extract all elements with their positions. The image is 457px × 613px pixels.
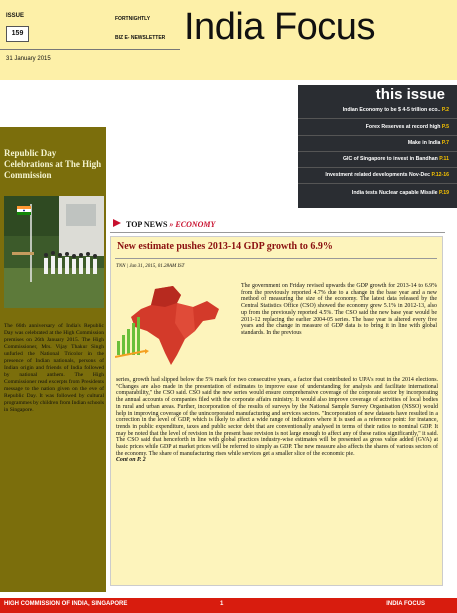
newsletter-label: BIZ E- NEWSLETTER <box>115 35 166 41</box>
news-pointer-icon <box>112 218 122 228</box>
toc-divider <box>298 151 457 152</box>
toc-page: P.12-16 <box>431 172 449 178</box>
toc-divider <box>298 167 457 168</box>
issue-label: ISSUE <box>6 13 25 19</box>
toc-item[interactable]: GIC of Singapore to invest in Bandhan P.11 <box>343 156 449 162</box>
masthead-title: India Focus <box>184 6 375 48</box>
continued-link[interactable]: Cont on P. 2 <box>116 457 146 464</box>
toc-page: P.7 <box>441 140 449 146</box>
frequency-label: FORTNIGHTLY <box>115 16 151 22</box>
this-issue-heading: this issue <box>375 86 445 103</box>
footer <box>0 598 457 613</box>
article-meta: TNN | Jan 31, 2015, 01.28AM IST <box>116 264 185 269</box>
this-issue-header <box>298 85 457 107</box>
issue-number: 159 <box>6 26 29 42</box>
toc-page: P.2 <box>441 107 449 113</box>
section-label: TOP NEWS <box>126 220 168 229</box>
toc-item[interactable]: Forex Reserves at record high P.5 <box>365 124 449 130</box>
toc-divider <box>298 118 457 119</box>
toc-page: P.5 <box>441 124 449 130</box>
issue-date: 31 January 2015 <box>6 56 51 62</box>
article-title[interactable]: New estimate pushes 2013-14 GDP growth to 6.9% <box>117 241 333 252</box>
toc-page: P.11 <box>439 156 449 162</box>
page-number: 1 <box>220 601 224 607</box>
footer-right: INDIA FOCUS <box>386 601 425 607</box>
section-category: ECONOMY <box>175 220 216 229</box>
article-body-bottom <box>116 377 438 464</box>
section-header <box>126 220 215 229</box>
section-arrows: » <box>169 220 174 229</box>
article-body-bottom-text: series, growth had slipped below the 5% mark for two consecutive years, a factor that contributed to UPA's rout in the 2014 elections. "Changes are also made in the presentation of estimates to improve ease of understanding for analysis and facilitate international comparability," the CSO said. CSO said the new series would ensure comprehensive coverage of the corporate sector by incorporating the annual accounts of companies filed with the corporate affairs ministry. It would also improve coverage of activities of local bodies in rural and urban areas. Further, incorporation of the results of surveys by the National Sample Survey Organisation (NSSO) would help in improving coverage of the unincorporated manufacturing and services sectors. "Incorporation of new datasets have resulted in a correction in the level of GDP, which is likely to affect a wide range of indicators where it is used as a reference point: for instance, trends in public expenditure, taxes and public sector debt that are conventionally analysed in terms of their ratios to nominal GDP. It may be noted that the level of revision in the present base revision is not large enough to affect any of these ratios significantly," it said. The CSO said that henceforth in line with global practices industry-wise estimates will be presented as gross value added (GVA) at basic prices while GDP at market prices will be referred to simply as GDP. The new measure also affects the shares of various sectors of the economy. The share of manufacturing rises while services get a smaller slice of the economic pie. <box>116 377 438 457</box>
republic-day-photo-image <box>4 196 104 308</box>
sidebar-heading: Republic Day Celebrations at The High Commission <box>4 148 102 180</box>
masthead-divider <box>0 49 180 50</box>
toc-item[interactable]: India tests Nuclear capable Missile P.19 <box>351 190 449 196</box>
toc-item[interactable]: Investment related developments Nov-Dec P.12-16 <box>325 172 449 178</box>
toc-page: P.19 <box>438 190 449 196</box>
toc-item[interactable]: Indian Economy to be $ 4-5 trillion eco.. P.2 <box>342 107 449 113</box>
toc-divider <box>298 183 457 184</box>
article-title-divider <box>115 258 437 259</box>
sidebar-text: The 66th anniversary of India's Republic Day was celebrated at the High Commission premises on 26th January 2015. The High Commissioner, Mrs. Vijay Thakur Singh unfurled the National Tricolor in the presence of Indian nationals, persons of Indian origin and friends of India followed by national anthem. The High Commissioner read excerpts from Presidents message to the nation given on the eve of Republic Day. It was followed by cultural programmes by children from Indian schools in Singapore. <box>4 323 104 413</box>
india-map-illustration <box>115 283 230 368</box>
toc-divider <box>298 135 457 136</box>
section-divider <box>110 232 445 233</box>
article-body-top: The government on Friday revised upwards the GDP growth for 2013-14 to 6.9% from the previously reported 4.7% due to a change in the base year and a new method of measuring the size of the economy. The latest data released by the Central Statistics Office (CSO) showed the economy grew 5.1% in 2012-13, also up from the previously reported 4.5%. The CSO said the new base year would be 2011-12 replacing the earlier 2004-05 series. The base year is altered every five years and the change in measure of GDP data is to bring it in line with global standards. In the previous <box>241 283 437 336</box>
toc-item[interactable]: Make in India P.7 <box>407 140 449 146</box>
republic-day-photo <box>4 196 104 308</box>
footer-left: HIGH COMMISSION OF INDIA, SINGAPORE <box>4 601 128 607</box>
